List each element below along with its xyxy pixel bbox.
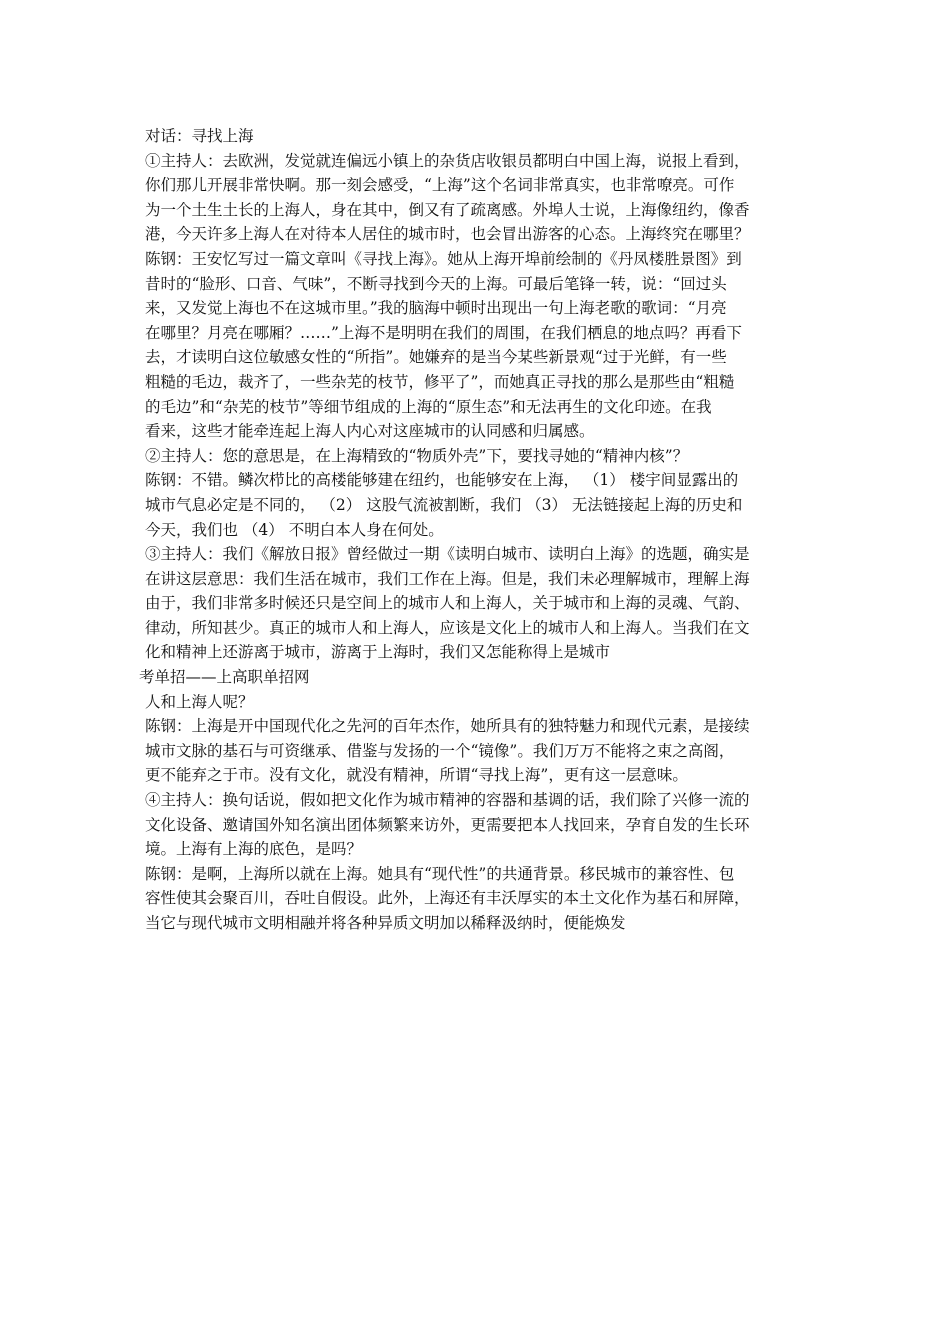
text-line: 昔时的“脸形、口音、气味”，不断寻找到今天的上海。可最后笔锋一转，说：“回过头 xyxy=(145,274,727,293)
text-line: 更不能弃之于市。没有文化，就没有精神，所谓“寻找上海”，更有这一层意味。 xyxy=(145,766,688,785)
text-line: 由于，我们非常多时候还只是空间上的城市人和上海人，关于城市和上海的灵魂、气韵、 xyxy=(145,594,750,613)
document-body xyxy=(139,124,810,936)
source-note xyxy=(139,665,810,690)
text-line: 境。上海有上海的底色，是吗？ xyxy=(145,840,363,859)
text-line: 在哪里？月亮在哪厢？……”上海不是明明在我们的周围，在我们栖息的地点吗？再看下 xyxy=(145,323,742,342)
text-line: 陈钢：是啊，上海所以就在上海。她具有“现代性”的共通背景。移民城市的兼容性、包 xyxy=(145,864,735,883)
text-line: 化和精神上还游离于城市，游离于上海时，我们又怎能称得上是城市 xyxy=(145,643,611,662)
text-line: 律动，所知甚少。真正的城市人和上海人，应该是文化上的城市人和上海人。当我们在文 xyxy=(145,618,750,637)
text-line: 城市气息必定是不同的， （2） 这股气流被割断，我们 （3） 无法链接起上海的历史和 xyxy=(145,495,743,514)
paragraph xyxy=(145,468,810,542)
text-line: 为一个土生土长的上海人，身在其中，倒又有了疏离感。外埠人士说，上海像纽约，像香 xyxy=(145,200,750,219)
text-line: 陈钢：王安忆写过一篇文章叫《寻找上海》。她从上海开埠前绘制的《丹凤楼胜景图》到 xyxy=(145,249,742,268)
paragraph xyxy=(145,149,810,247)
text-line: 你们那儿开展非常快啊。那一刻会感受，“上海”这个名词非常真实，也非常嘹亮。可作 xyxy=(145,176,735,195)
text-line: 当它与现代城市文明相融并将各种异质文明加以稀释汲纳时，便能焕发 xyxy=(145,914,626,932)
paragraph xyxy=(145,542,810,665)
text-line: 在讲这层意思：我们生活在城市，我们工作在上海。但是，我们未必理解城市，理解上海 xyxy=(145,569,750,588)
paragraph xyxy=(145,788,810,862)
text-line: ②主持人：您的意思是，在上海精致的“物质外壳”下，要找寻她的“精神内核”？ xyxy=(145,446,689,465)
text-line: 文化设备、邀请国外知名演出团体频繁来访外，更需要把本人找回来，孕育自发的生长环 xyxy=(145,815,750,834)
title-line: 对话：寻找上海 xyxy=(145,127,254,145)
text-line: 来，又发觉上海也不在这城市里。”我的脑海中顿时出现出一句上海老歌的歌词：“月亮 xyxy=(145,299,727,318)
text-line: 的毛边”和“杂芜的枝节”等细节组成的上海的“原生态”和无法再生的文化印迹。在我 xyxy=(145,397,712,416)
text-line: 去，才读明白这位敏感女性的“所指”。她嫌弃的是当今某些新景观“过于光鲜，有一些 xyxy=(145,348,727,367)
text-line: 今天，我们也 （4） 不明白本人身在何处。 xyxy=(145,520,444,539)
text-line: 容性使其会聚百川，吞吐自假设。此外，上海还有丰沃厚实的本土文化作为基石和屏障， xyxy=(145,889,750,908)
text-line: 城市文脉的基石与可资继承、借鉴与发扬的一个“镜像”。我们万万不能将之束之高阁， xyxy=(145,741,735,760)
paragraph-list xyxy=(139,149,810,936)
text-line: 港，今天许多上海人在对待本人居住的城市时，也会冒出游客的心态。上海终究在哪里？ xyxy=(145,225,750,244)
paragraph xyxy=(145,690,810,715)
text-line: 人和上海人呢？ xyxy=(145,692,254,711)
text-line: 考单招——上高职单招网 xyxy=(139,668,310,687)
document-title xyxy=(145,124,810,149)
text-line: 陈钢：上海是开中国现代化之先河的百年杰作，她所具有的独特魅力和现代元素，是接续 xyxy=(145,717,750,736)
text-line: ①主持人：去欧洲，发觉就连偏远小镇上的杂货店收银员都明白中国上海，说报上看到， xyxy=(145,151,750,170)
text-line: 陈钢：不错。鳞次栉比的高楼能够建在纽约，也能够安在上海， （1） 楼宇间显露出的 xyxy=(145,471,739,490)
paragraph xyxy=(145,444,810,469)
paragraph xyxy=(145,862,810,936)
text-line: ③主持人：我们《解放日报》曾经做过一期《读明白城市、读明白上海》的选题，确实是 xyxy=(145,545,750,564)
paragraph xyxy=(145,714,810,788)
text-line: 粗糙的毛边，裁齐了，一些杂芜的枝节，修平了”，而她真正寻找的那么是那些由“粗糙 xyxy=(145,372,735,391)
text-line: 看来，这些才能牵连起上海人内心对这座城市的认同感和归属感。 xyxy=(145,422,595,441)
text-line: ④主持人：换句话说，假如把文化作为城市精神的容器和基调的话，我们除了兴修一流的 xyxy=(145,791,750,810)
paragraph xyxy=(145,247,810,444)
